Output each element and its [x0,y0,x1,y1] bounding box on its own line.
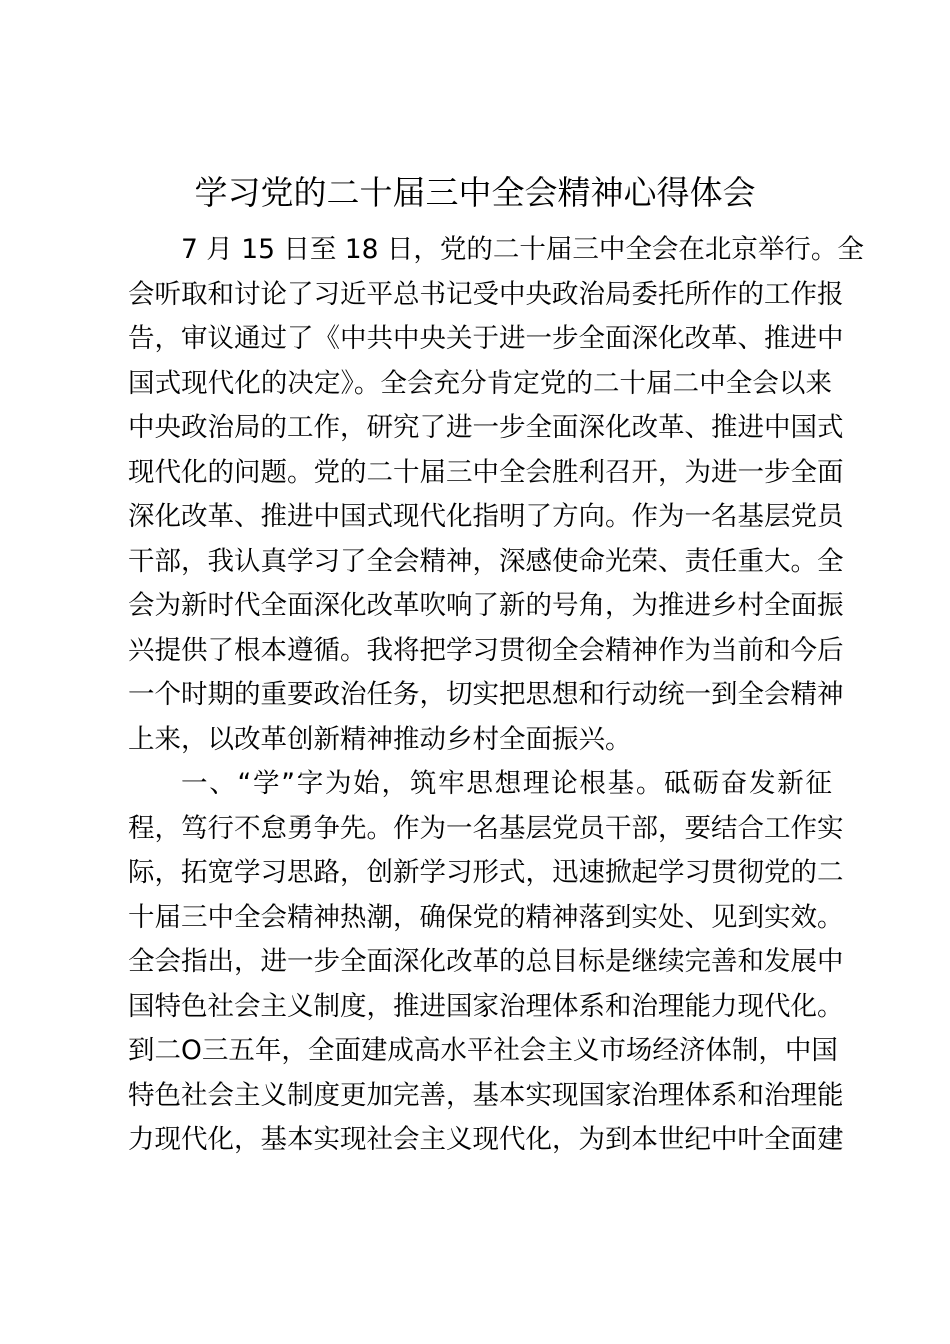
text-line: 现代化的问题。党的二十届三中全会胜利召开，为进一步全面 [128,456,844,488]
text-line: 全会指出，进一步全面深化改革的总目标是继续完善和发展中 [128,946,844,977]
text-line: 上来，以改革创新精神推动乡村全面振兴。 [128,723,632,755]
text-line: 力现代化，基本实现社会主义现代化，为到本世纪中叶全面建 [128,1124,844,1155]
text-line: 一、“学”字为始，筑牢思想理论根基。砥砺奋发新征 [181,768,832,799]
text-line: 国式现代化的决定》。全会充分肯定党的二十届二中全会以来 [128,367,832,399]
paragraph-section-one [128,762,844,1163]
text-line: 会为新时代全面深化改革吹响了新的号角，为推进乡村全面振 [128,590,844,621]
text-line: 到二O三五年，全面建成高水平社会主义市场经济体制，中国 [128,1035,838,1066]
text-line: 中央政治局的工作，研究了进一步全面深化改革、推进中国式 [128,412,844,443]
paragraph-intro [128,228,864,762]
text-line: 际，拓宽学习思路，创新学习形式，迅速掀起学习贯彻党的二 [128,857,844,888]
text-line: 会听取和讨论了习近平总书记受中央政治局委托所作的工作报 [128,278,844,310]
text-line: 程，笃行不怠勇争先。作为一名基层党员干部，要结合工作实 [128,812,844,844]
text-line: 国特色社会主义制度，推进国家治理体系和治理能力现代化。 [128,990,844,1022]
text-line: 兴提供了根本遵循。我将把学习贯彻全会精神作为当前和今后 [128,634,844,666]
text-line: 十届三中全会精神热潮，确保党的精神落到实处、见到实效。 [128,901,844,933]
text-line: 深化改革、推进中国式现代化指明了方向。作为一名基层党员 [128,501,844,532]
document-title: 学习党的二十届三中全会精神心得体会 [194,173,756,212]
text-line: 一个时期的重要政治任务，切实把思想和行动统一到全会精神 [128,679,844,710]
document-body [128,228,864,1163]
text-line: 7 月 15 日至 18 日，党的二十届三中全会在北京举行。全 [181,234,864,265]
text-line: 特色社会主义制度更加完善，基本实现国家治理体系和治理能 [128,1079,844,1111]
text-line: 干部，我认真学习了全会精神，深感使命光荣、责任重大。全 [128,545,844,577]
text-line: 告，审议通过了《中共中央关于进一步全面深化改革、推进中 [128,323,844,354]
